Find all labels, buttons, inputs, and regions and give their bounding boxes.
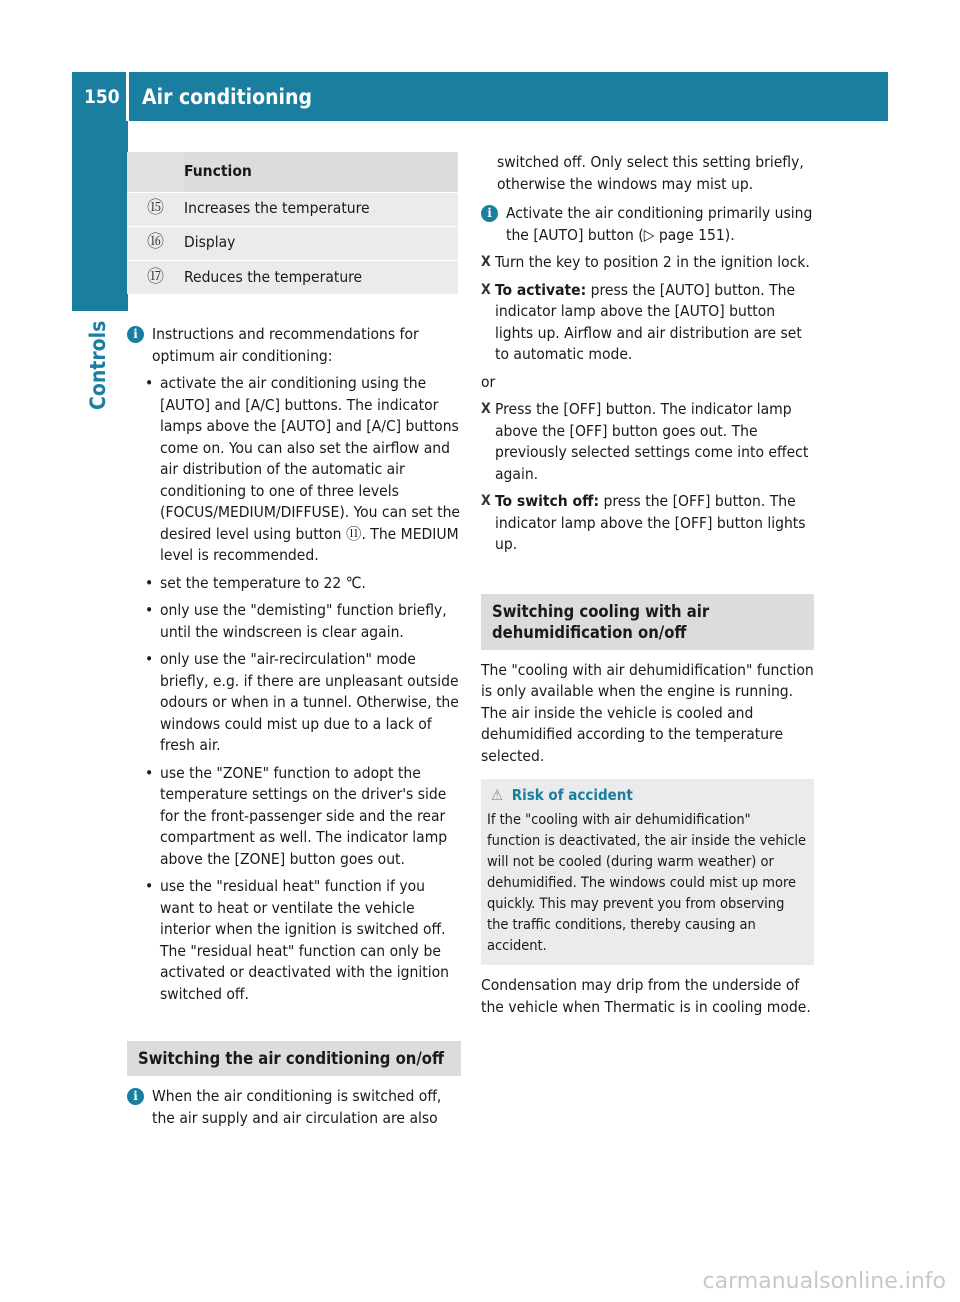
paragraph: switched off. Only select this setting briefly, otherwise the windows may mist up. <box>497 153 804 193</box>
step <box>481 399 814 485</box>
warning-box <box>481 779 814 965</box>
list-item: • use the "ZONE" function to adopt the temperature settings on the driver's side for the front-passenger side and the rear compartment as well. The indicator lamp above the [ZONE] button goes out. <box>145 763 461 871</box>
info-icon: i <box>127 326 144 343</box>
section-heading: Switching the air conditioning on/off <box>127 1041 461 1076</box>
table-cell: Increases the temperature <box>184 192 458 226</box>
function-table <box>127 152 458 294</box>
paragraph: The "cooling with air dehumidification" function is only available when the engine is running. The air inside the vehicle is cooled and dehumidified according to the temperature selected. <box>481 660 814 765</box>
info-note <box>127 1086 461 1129</box>
left-column <box>127 152 461 1135</box>
table-header: Function <box>184 152 458 192</box>
step-text: press the [AUTO] button. The indicator lamp above the [AUTO] button lights up. Airflow and air distribution are set to automatic mode. <box>495 280 802 363</box>
info-icon: i <box>481 205 498 222</box>
page-header <box>72 72 888 121</box>
table-cell: Display <box>184 226 458 260</box>
step-text: press the [OFF] button. The indicator lamp above the [OFF] button lights up. <box>495 492 806 553</box>
table-row <box>127 260 458 294</box>
list-item: • only use the "air-recirculation" mode briefly, e.g. if there are unpleasant outside odours or when in a tunnel. Otherwise, the windows could mist up due to a lack of fresh air. <box>145 649 461 757</box>
side-tab <box>72 121 128 311</box>
list-item: • use the "residual heat" function if you want to heat or ventilate the vehicle interior when the ignition is switched off. The "residual heat" function can only be activated or deactivated with the ignition switched off. <box>145 876 461 1005</box>
watermark: carmanualsonline.info <box>702 1269 946 1294</box>
info-note <box>481 203 814 246</box>
step-arrow-icon: X <box>481 493 491 509</box>
step <box>481 280 814 366</box>
paragraph: Condensation may drip from the underside of the vehicle when Thermatic is in cooling mode. <box>481 976 811 1016</box>
info-text: Activate the air conditioning primarily using the [AUTO] button (▷ page 151). <box>506 204 813 244</box>
step-arrow-icon: X <box>481 254 491 270</box>
warning-text: If the "cooling with air dehumidification" function is deactivated, the air inside the vehicle will not be cooled (during warm weather) or dehumidified. The windows could mist up more quickly. This may prevent you from observing the traffic conditions, thereby causing an accident. <box>487 812 807 954</box>
table-key: ⑰ <box>127 260 184 294</box>
page-number: 150 <box>84 85 120 108</box>
step-arrow-icon: X <box>481 401 491 417</box>
table-header-row <box>127 152 458 192</box>
page-title: Air conditioning <box>142 84 312 109</box>
table-row <box>127 192 458 226</box>
step-text: Press the [OFF] button. The indicator lamp above the [OFF] button goes out. The previously selected settings come into effect again. <box>495 400 809 483</box>
step <box>481 491 814 556</box>
table-key: ⑮ <box>127 192 184 226</box>
right-column <box>481 152 814 1026</box>
step-label: To switch off: <box>495 492 600 510</box>
table-row <box>127 226 458 260</box>
step <box>481 252 814 274</box>
info-text: When the air conditioning is switched off, the air supply and air circulation are also <box>152 1087 442 1127</box>
warning-title: Risk of accident <box>511 786 633 804</box>
info-text: Instructions and recommendations for optimum air conditioning: <box>152 325 419 365</box>
step-text: Turn the key to position 2 in the ignition lock. <box>495 253 810 271</box>
list-item: • activate the air conditioning using the [AUTO] and [A/C] buttons. The indicator lamps above the [AUTO] and [A/C] buttons come on. You can also set the airflow and air distribution of the automatic air conditioning to one of three levels (FOCUS/MEDIUM/DIFFUSE). You can set the desired level using button ⑪. The MEDIUM level is recommended. <box>145 373 461 567</box>
section-heading: Switching cooling with air dehumidification on/off <box>481 594 814 650</box>
table-cell: Reduces the temperature <box>184 260 458 294</box>
list-item: • only use the "demisting" function briefly, until the windscreen is clear again. <box>145 600 461 643</box>
info-icon: i <box>127 1088 144 1105</box>
recommendation-list <box>127 373 461 1005</box>
step-arrow-icon: X <box>481 281 491 298</box>
or-label: or <box>481 372 496 391</box>
side-label: Controls <box>86 320 110 410</box>
step-label: To activate: <box>495 280 587 299</box>
list-item: • set the temperature to 22 ℃. <box>145 573 461 595</box>
table-key: ⑯ <box>127 226 184 260</box>
info-note <box>127 324 461 367</box>
warning-icon: ⚠ <box>491 786 504 804</box>
